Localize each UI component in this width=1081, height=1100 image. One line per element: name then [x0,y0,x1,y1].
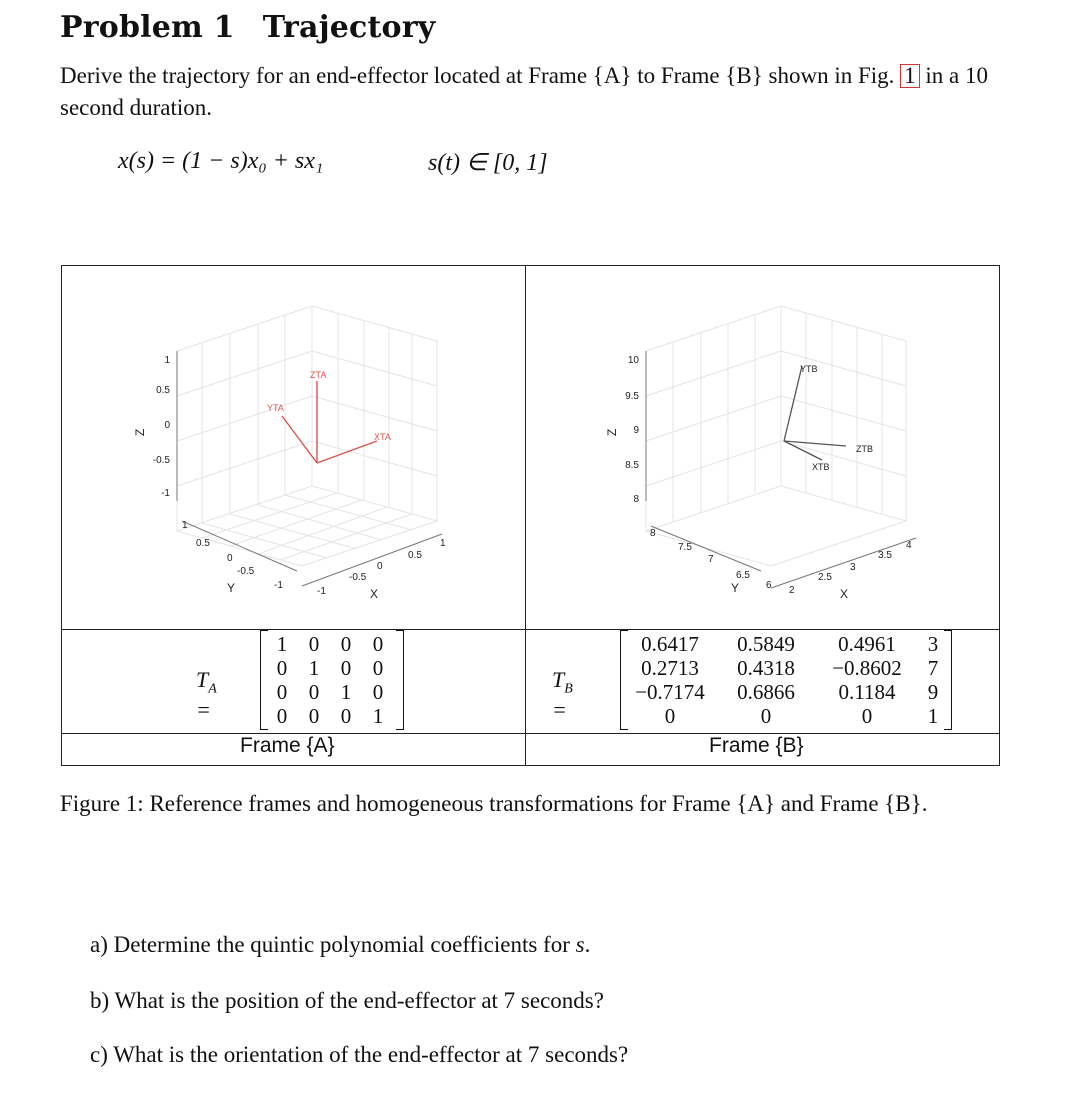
frame-a-z-label: ZTA [310,370,327,380]
question-label: a) [90,932,108,957]
matrix-cell: 0 [276,656,288,680]
frame-b-x-ticks [789,540,912,596]
frame-b-x-label: XTB [812,462,830,472]
frame-b-z-ticks [625,355,639,505]
matrix-cell: 0 [340,632,352,656]
matrix-tb-values [624,632,948,728]
z-axis-label: Z [605,428,619,436]
x-tick-label: 0 [377,561,383,572]
matrix-ta-name: $T_A$ = [196,667,217,723]
question-text: What is the orientation of the end-effector at 7 seconds? [113,1042,629,1067]
question-c [90,1042,628,1068]
x-tick-label: -0.5 [349,572,367,583]
frame-a-x-ticks [317,538,446,597]
x-axis-label: X [370,587,379,601]
frame-b-caption: Frame {B} [709,734,804,757]
frame-b-grid [646,306,906,566]
matrix-cell: 0.6417 [641,632,699,656]
frame-a-grid [177,306,437,566]
z-tick-label: 0.5 [156,385,170,396]
matrix-cell: 7 [927,656,939,680]
figure-caption: Figure 1: Reference frames and homogeneous transformations for Frame {A} and Frame {B}. [60,791,928,816]
y-tick-label: 7 [708,554,714,565]
question-end: . [584,932,591,957]
frame-a-axes [177,351,442,586]
matrix-cell: 0 [760,704,772,728]
frame-b-plot [526,266,1000,629]
y-tick-label: 6.5 [736,570,750,581]
matrix-cell: 0 [308,632,320,656]
intro-text-1: Derive the trajectory for an end-effector located at Frame {A} to Frame {B} shown in Fig. [60,63,895,88]
question-label: b) [90,988,110,1013]
matrix-cell: 0 [340,656,352,680]
matrix-cell: 0 [308,680,320,704]
z-tick-label: 9.5 [625,391,639,402]
matrix-cell: 1 [340,680,352,704]
matrix-cell: 0 [861,704,873,728]
x-tick-label: 0.5 [408,550,422,561]
frame-b-y-label: YTB [800,364,818,374]
matrix-cell: 1 [276,632,288,656]
intro-text-2: in a 10 second duration. [60,63,989,120]
x-tick-label: 4 [906,540,912,551]
frame-a-plot-svg [62,266,525,629]
matrix-cell: 0 [308,704,320,728]
table-divider-bottom [62,733,999,734]
problem-intro [60,60,1020,124]
z-axis-label: Z [133,428,147,436]
frame-b-triad [784,366,846,460]
question-label: c) [90,1042,108,1067]
matrix-cell: 0 [340,704,352,728]
x-tick-label: 3.5 [878,550,892,561]
matrix-cell: 0.1184 [838,680,896,704]
problem-title [60,10,435,45]
matrix-cell: 1 [372,704,384,728]
y-tick-label: 8 [650,528,656,539]
frame-b-z-label: ZTB [856,444,873,454]
y-tick-label: 7.5 [678,542,692,553]
figure-reference-link[interactable]: 1 [900,64,920,88]
matrix-cell: 1 [927,704,939,728]
y-tick-label: 6 [766,580,772,591]
x-tick-label: 1 [440,538,446,549]
matrix-ta-right-bracket [396,630,404,730]
matrix-cell: 3 [927,632,939,656]
matrix-cell: 0 [664,704,676,728]
matrix-cell: 0 [372,680,384,704]
table-divider-top [62,629,999,630]
z-tick-label: 1 [164,355,170,366]
matrix-cell: 0.2713 [641,656,699,680]
matrix-ta-values [266,632,394,728]
frame-a-triad [282,381,377,463]
matrix-tb-right-bracket [944,630,952,730]
figure-1-table [61,265,1000,766]
problem-number: Problem 1 [60,10,235,45]
question-variable: s [575,932,585,957]
matrix-cell: 0.5849 [737,632,795,656]
z-tick-label: -0.5 [152,455,170,466]
question-a [90,932,590,958]
x-tick-label: 2 [789,585,795,596]
frame-b-plot-svg [526,266,1000,629]
y-tick-label: 0 [227,553,233,564]
z-tick-label: 10 [627,355,639,366]
y-tick-label: 0.5 [196,538,210,549]
matrix-cell: 0 [372,632,384,656]
matrix-tb-name: $T_B$ = [552,667,573,723]
x-tick-label: 3 [850,562,856,573]
y-tick-label: -1 [274,580,283,591]
matrix-cell: 0.4961 [838,632,896,656]
matrix-cell: 9 [927,680,939,704]
z-tick-label: -1 [161,488,170,499]
trajectory-equation: x(s) = (1 − s)x₀ + sx₁ [118,148,324,174]
matrix-cell: 0 [276,704,288,728]
z-tick-label: 8 [633,494,639,505]
question-text: What is the position of the end-effector at 7 seconds? [114,988,604,1013]
x-tick-label: -1 [317,586,326,597]
frame-a-z-ticks [153,355,171,499]
y-axis-label: Y [731,581,740,595]
y-tick-label: -0.5 [237,566,255,577]
matrix-cell: 0.4318 [737,656,795,680]
frame-a-plot [62,266,525,629]
question-text: Determine the quintic polynomial coefficients for [113,932,570,957]
question-b [90,988,604,1014]
frame-a-x-label: XTA [374,432,391,442]
matrix-cell: −0.7174 [635,680,705,704]
matrix-cell: 0 [276,680,288,704]
s-domain-equation: s(t) ∈ [0, 1] [428,150,548,176]
frame-a-caption: Frame {A} [240,734,335,757]
matrix-cell: −0.8602 [832,656,902,680]
x-axis-label: X [840,587,849,601]
x-tick-label: 2.5 [818,572,832,583]
z-tick-label: 0 [164,420,170,431]
y-axis-label: Y [227,581,236,595]
matrix-cell: 0 [372,656,384,680]
z-tick-label: 8.5 [625,460,639,471]
y-tick-label: 1 [182,520,188,531]
matrix-cell: 1 [308,656,320,680]
frame-a-y-label: YTA [267,403,284,413]
matrix-cell: 0.6866 [737,680,795,704]
problem-heading: Trajectory [262,10,436,45]
z-tick-label: 9 [633,425,639,436]
